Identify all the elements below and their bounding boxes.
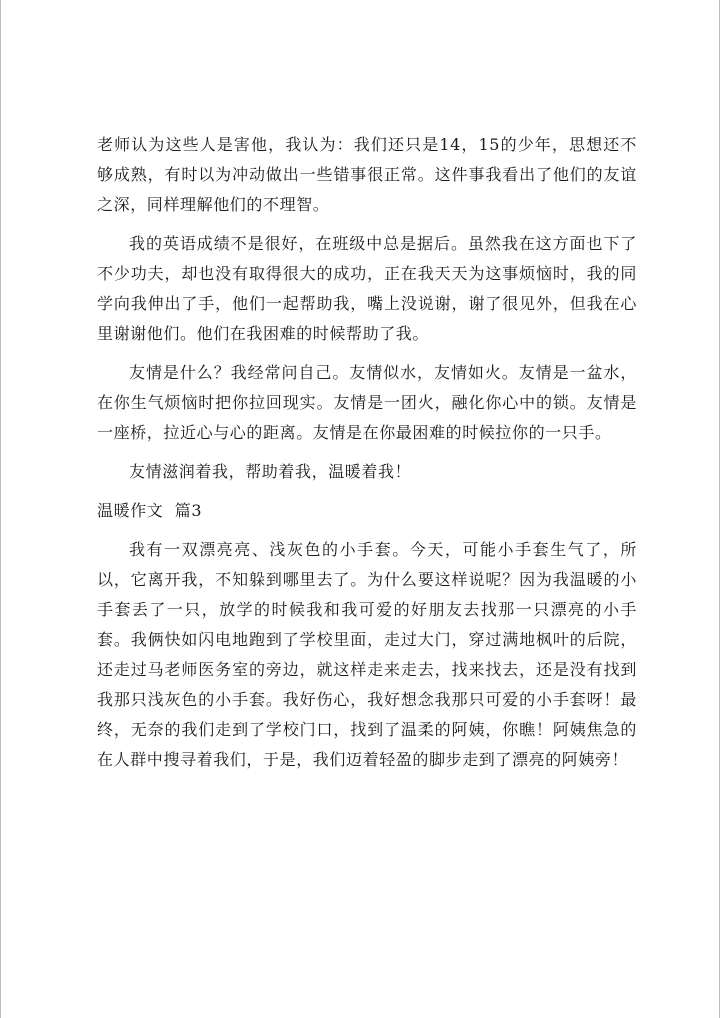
paragraph-what-is-friendship: 友情是什么？我经常问自己。友情似水，友情如火。友情是一盆水，在你生气烦恼时把你拉回现实。友情是一团火，融化你心中的锁。友情是一座桥，拉近心与心的距离。友情是在你最困难的时候拉你的一只手。: [97, 363, 637, 442]
paragraph-friendship-warms: 友情滋润着我，帮助着我，温暖着我！: [129, 462, 412, 481]
section-heading: 温暖作文 篇3: [97, 501, 203, 520]
paragraph-english-grades: 我的英语成绩不是很好，在班级中总是据后。虽然我在这方面也下了不少功夫，却也没有取得很大的成功，正在我天天为这事烦恼时，我的同学向我伸出了手，他们一起帮助我，嘴上没说谢，谢了很见外，但我在心里谢谢他们。他们在我困难的时候帮助了我。: [97, 234, 637, 343]
paragraph-friends-opinion: 老师认为这些人是害他，我认为：我们还只是14，15的少年，思想还不够成熟，有时以为冲动做出一些错事很正常。这件事我看出了他们的友谊之深，同样理解他们的不理智。: [97, 135, 637, 214]
paragraph-gloves-story: 我有一双漂亮亮、浅灰色的小手套。今天，可能小手套生气了，所以，它离开我，不知躲到哪里去了。为什么要这样说呢？因为我温暖的小手套丢了一只，放学的时候我和我可爱的好朋友去找那一只漂亮的小手套。我俩快如闪电地跑到了学校里面，走过大门，穿过满地枫叶的后院，还走过马老师医务室的旁边，就这样走来走去，找来找去，还是没有找到我那只浅灰色的小手套。我好伤心，我好想念我那只可爱的小手套呀！最终，无奈的我们走到了学校门口，找到了温柔的阿姨，你瞧！阿姨焦急的在人群中搜寻着我们，于是，我们迈着轻盈的脚步走到了漂亮的阿姨旁！: [97, 540, 637, 769]
document-body: [97, 130, 637, 784]
